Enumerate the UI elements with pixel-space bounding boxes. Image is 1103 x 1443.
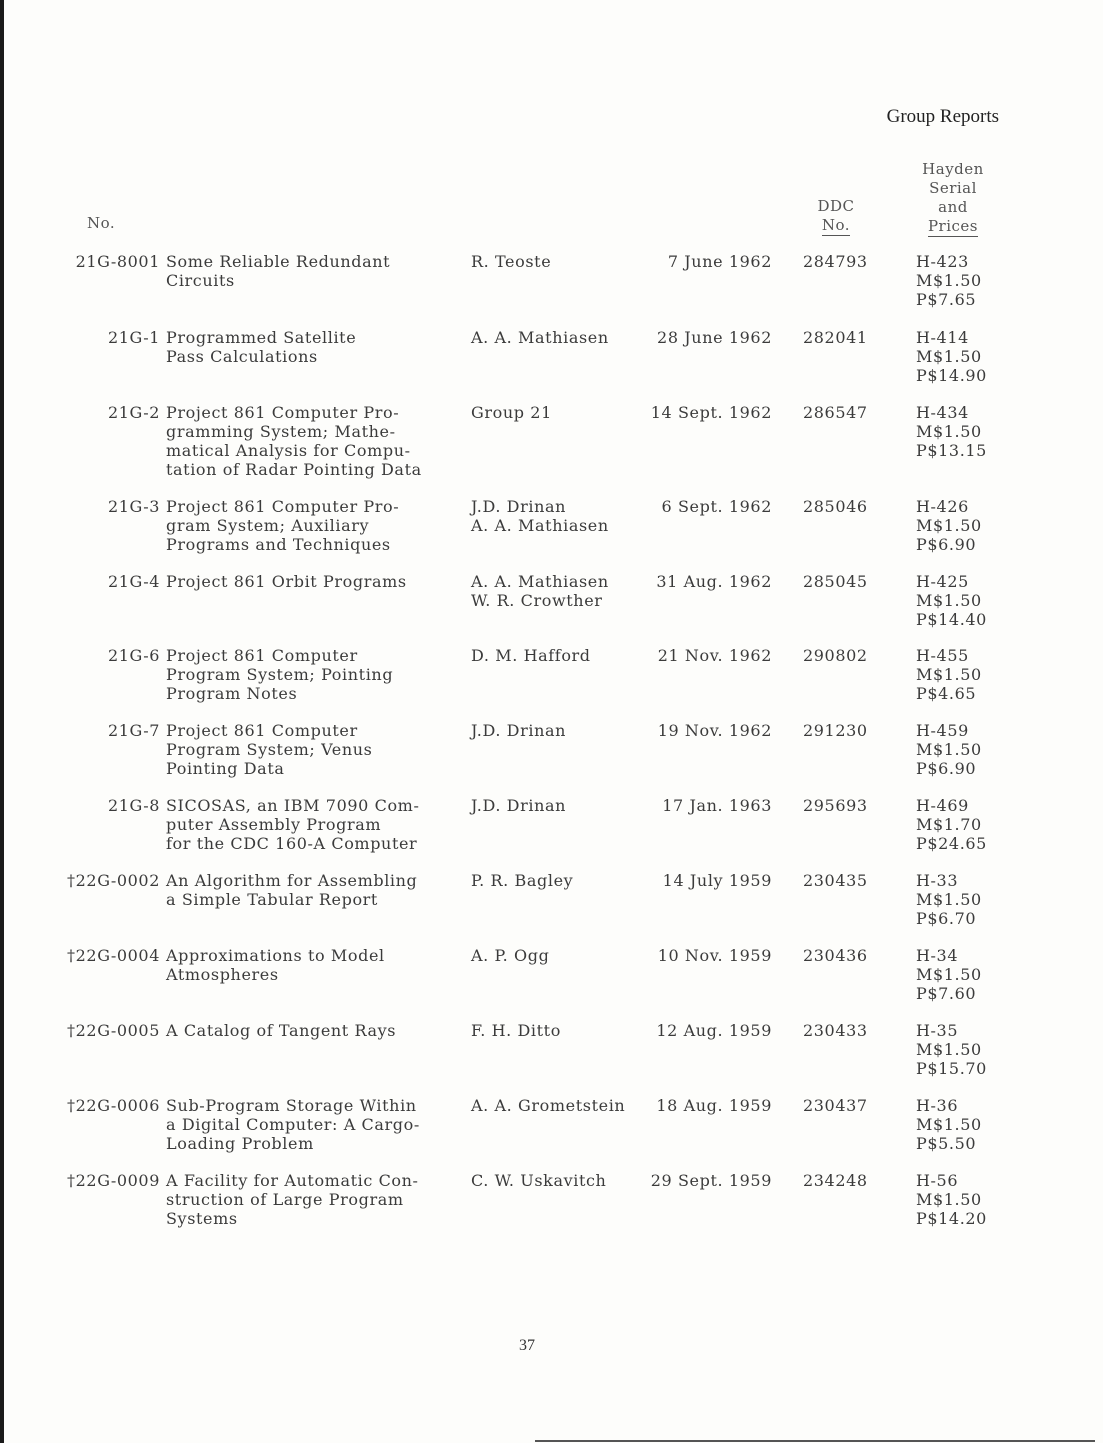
hayden-serial-prices <box>916 1021 1006 1078</box>
microfiche-price: M$1.50 <box>916 1040 982 1059</box>
ddc-number: 230436 <box>803 946 868 965</box>
report-title <box>166 721 466 778</box>
hayden-serial-prices <box>916 252 1006 309</box>
report-author-line: J.D. Drinan <box>471 721 567 740</box>
report-title-line: A Catalog of Tangent Rays <box>166 1021 397 1040</box>
ddc-number: 234248 <box>803 1171 868 1190</box>
page-bottom-edge <box>535 1440 1095 1442</box>
hayden-serial: H-35 <box>916 1021 959 1040</box>
report-author <box>471 252 651 271</box>
report-title <box>166 497 466 554</box>
ddc-number: 285045 <box>803 572 868 591</box>
report-title <box>166 646 466 703</box>
microfiche-price: M$1.50 <box>916 740 982 759</box>
report-title-line: Project 861 Orbit Programs <box>166 572 407 591</box>
report-author <box>471 1171 651 1190</box>
report-title-line: for the CDC 160-A Computer <box>166 834 418 853</box>
report-title-line: matical Analysis for Compu- <box>166 441 411 460</box>
page-left-edge <box>0 0 4 1443</box>
ddc-number: 230435 <box>803 871 868 890</box>
report-author <box>471 721 651 740</box>
report-number: 21G-6 <box>107 646 160 665</box>
report-title <box>166 946 466 984</box>
report-title <box>166 328 466 366</box>
report-author <box>471 497 651 535</box>
report-number: 21G-1 <box>107 328 160 347</box>
microfiche-price: M$1.50 <box>916 271 982 290</box>
hayden-serial-prices <box>916 1171 1006 1228</box>
hayden-serial: H-459 <box>916 721 969 740</box>
report-date: 28 June 1962 <box>657 328 772 347</box>
report-number: 21G-8 <box>107 796 160 815</box>
ddc-number: 291230 <box>803 721 868 740</box>
report-title <box>166 572 466 591</box>
hayden-serial: H-434 <box>916 403 969 422</box>
header-hayden-line1: Hayden <box>922 160 984 178</box>
header-hayden <box>910 160 996 237</box>
report-author-line: P. R. Bagley <box>471 871 574 890</box>
report-title-line: An Algorithm for Assembling <box>166 871 418 890</box>
report-author-line: W. R. Crowther <box>471 591 603 610</box>
microfiche-price: M$1.50 <box>916 665 982 684</box>
report-title-line: Programmed Satellite <box>166 328 357 347</box>
report-author <box>471 403 651 422</box>
report-title-line: gram System; Auxiliary <box>166 516 370 535</box>
report-date: 19 Nov. 1962 <box>657 721 772 740</box>
report-title-line: Pass Calculations <box>166 347 318 366</box>
microfiche-price: M$1.50 <box>916 1115 982 1134</box>
report-date: 17 Jan. 1963 <box>662 796 772 815</box>
microfiche-price: M$1.50 <box>916 516 982 535</box>
report-author <box>471 1096 651 1115</box>
paper-price: P$6.90 <box>916 759 977 778</box>
hayden-serial-prices <box>916 328 1006 385</box>
paper-price: P$14.40 <box>916 610 987 629</box>
report-title-line: Project 861 Computer Pro- <box>166 403 400 422</box>
report-date: 6 Sept. 1962 <box>661 497 772 516</box>
report-date: 10 Nov. 1959 <box>657 946 772 965</box>
report-title-line: Program System; Venus <box>166 740 373 759</box>
hayden-serial: H-423 <box>916 252 969 271</box>
report-date: 29 Sept. 1959 <box>650 1171 772 1190</box>
report-number: 21G-3 <box>107 497 160 516</box>
report-title-line: Loading Problem <box>166 1134 314 1153</box>
hayden-serial: H-426 <box>916 497 969 516</box>
hayden-serial: H-469 <box>916 796 969 815</box>
hayden-serial-prices <box>916 1096 1006 1153</box>
report-title-line: Atmospheres <box>166 965 279 984</box>
hayden-serial-prices <box>916 403 1006 460</box>
header-hayden-line3: and <box>938 198 968 216</box>
hayden-serial-prices <box>916 497 1006 554</box>
microfiche-price: M$1.50 <box>916 422 982 441</box>
report-author-line: C. W. Uskavitch <box>471 1171 607 1190</box>
paper-price: P$7.65 <box>916 290 977 309</box>
paper-price: P$14.90 <box>916 366 987 385</box>
microfiche-price: M$1.70 <box>916 815 982 834</box>
header-ddc <box>806 197 866 236</box>
report-author-line: J.D. Drinan <box>471 796 567 815</box>
report-author-line: J.D. Drinan <box>471 497 567 516</box>
microfiche-price: M$1.50 <box>916 1190 982 1209</box>
report-title-line: Some Reliable Redundant <box>166 252 391 271</box>
report-author <box>471 328 651 347</box>
report-title-line: a Simple Tabular Report <box>166 890 378 909</box>
hayden-serial: H-425 <box>916 572 969 591</box>
report-author-line: D. M. Hafford <box>471 646 591 665</box>
report-title-line: Approximations to Model <box>166 946 385 965</box>
hayden-serial: H-56 <box>916 1171 959 1190</box>
report-number: 21G-7 <box>107 721 160 740</box>
report-title-line: Program Notes <box>166 684 298 703</box>
paper-price: P$4.65 <box>916 684 977 703</box>
paper-price: P$7.60 <box>916 984 977 1003</box>
hayden-serial-prices <box>916 646 1006 703</box>
ddc-number: 295693 <box>803 796 868 815</box>
report-title-line: a Digital Computer: A Cargo- <box>166 1115 420 1134</box>
hayden-serial-prices <box>916 796 1006 853</box>
report-title-line: struction of Large Program <box>166 1190 404 1209</box>
report-author <box>471 796 651 815</box>
report-date: 7 June 1962 <box>667 252 772 271</box>
report-title <box>166 1171 466 1228</box>
report-number: †22G-0006 <box>67 1096 160 1115</box>
report-title-line: puter Assembly Program <box>166 815 382 834</box>
report-title-line: tation of Radar Pointing Data <box>166 460 422 479</box>
report-title <box>166 1096 466 1153</box>
hayden-serial-prices <box>916 572 1006 629</box>
report-author-line: R. Teoste <box>471 252 552 271</box>
report-date: 31 Aug. 1962 <box>656 572 772 591</box>
report-title-line: Project 861 Computer <box>166 721 358 740</box>
hayden-serial: H-33 <box>916 871 959 890</box>
report-author-line: A. A. Mathiasen <box>471 572 609 591</box>
report-title-line: gramming System; Mathe- <box>166 422 396 441</box>
report-title-line: Circuits <box>166 271 235 290</box>
report-title-line: Programs and Techniques <box>166 535 391 554</box>
header-ddc-line2: No. <box>821 216 851 234</box>
report-number: †22G-0004 <box>67 946 160 965</box>
microfiche-price: M$1.50 <box>916 890 982 909</box>
report-author-line: A. A. Mathiasen <box>471 516 609 535</box>
report-title-line: SICOSAS, an IBM 7090 Com- <box>166 796 420 815</box>
report-title-line: Pointing Data <box>166 759 285 778</box>
paper-price: P$14.20 <box>916 1209 987 1228</box>
ddc-number: 284793 <box>803 252 868 271</box>
report-title <box>166 1021 466 1040</box>
report-date: 12 Aug. 1959 <box>656 1021 772 1040</box>
ddc-number: 230437 <box>803 1096 868 1115</box>
report-title <box>166 252 466 290</box>
ddc-number: 230433 <box>803 1021 868 1040</box>
hayden-serial: H-34 <box>916 946 959 965</box>
report-title-line: Sub-Program Storage Within <box>166 1096 417 1115</box>
ddc-number: 286547 <box>803 403 868 422</box>
report-number: †22G-0009 <box>67 1171 160 1190</box>
paper-price: P$6.70 <box>916 909 977 928</box>
report-date: 18 Aug. 1959 <box>656 1096 772 1115</box>
report-author-line: A. A. Grometstein <box>471 1096 626 1115</box>
hayden-serial: H-36 <box>916 1096 959 1115</box>
paper-price: P$15.70 <box>916 1059 987 1078</box>
report-author <box>471 871 651 890</box>
hayden-serial-prices <box>916 721 1006 778</box>
report-title-line: Project 861 Computer Pro- <box>166 497 400 516</box>
report-date: 14 Sept. 1962 <box>650 403 772 422</box>
ddc-number: 285046 <box>803 497 868 516</box>
report-number: †22G-0005 <box>67 1021 160 1040</box>
hayden-serial-prices <box>916 946 1006 1003</box>
report-author-line: F. H. Ditto <box>471 1021 561 1040</box>
paper-price: P$24.65 <box>916 834 987 853</box>
section-title: Group Reports <box>886 106 999 127</box>
report-number: 21G-2 <box>107 403 160 422</box>
ddc-number: 282041 <box>803 328 868 347</box>
report-date: 14 July 1959 <box>662 871 772 890</box>
report-title-line: Program System; Pointing <box>166 665 394 684</box>
header-hayden-line4: Prices <box>927 217 979 235</box>
report-author-line: A. P. Ogg <box>471 946 550 965</box>
paper-price: P$6.90 <box>916 535 977 554</box>
ddc-number: 290802 <box>803 646 868 665</box>
report-author-line: A. A. Mathiasen <box>471 328 609 347</box>
report-author <box>471 1021 651 1040</box>
report-author <box>471 572 651 610</box>
page-number: 37 <box>519 1337 535 1354</box>
paper-price: P$5.50 <box>916 1134 977 1153</box>
report-author <box>471 646 651 665</box>
microfiche-price: M$1.50 <box>916 965 982 984</box>
report-date: 21 Nov. 1962 <box>657 646 772 665</box>
report-author <box>471 946 651 965</box>
report-author-line: Group 21 <box>471 403 552 422</box>
hayden-serial: H-455 <box>916 646 969 665</box>
report-title-line: A Facility for Automatic Con- <box>166 1171 419 1190</box>
report-number: 21G-8001 <box>75 252 160 271</box>
header-no: No. <box>87 214 116 232</box>
report-title <box>166 403 466 479</box>
report-title-line: Project 861 Computer <box>166 646 358 665</box>
hayden-serial: H-414 <box>916 328 969 347</box>
header-ddc-line1: DDC <box>817 197 855 215</box>
report-number: 21G-4 <box>107 572 160 591</box>
header-hayden-line2: Serial <box>929 179 977 197</box>
report-title <box>166 796 466 853</box>
report-title-line: Systems <box>166 1209 238 1228</box>
hayden-serial-prices <box>916 871 1006 928</box>
report-number: †22G-0002 <box>67 871 160 890</box>
microfiche-price: M$1.50 <box>916 591 982 610</box>
paper-price: P$13.15 <box>916 441 987 460</box>
report-title <box>166 871 466 909</box>
microfiche-price: M$1.50 <box>916 347 982 366</box>
